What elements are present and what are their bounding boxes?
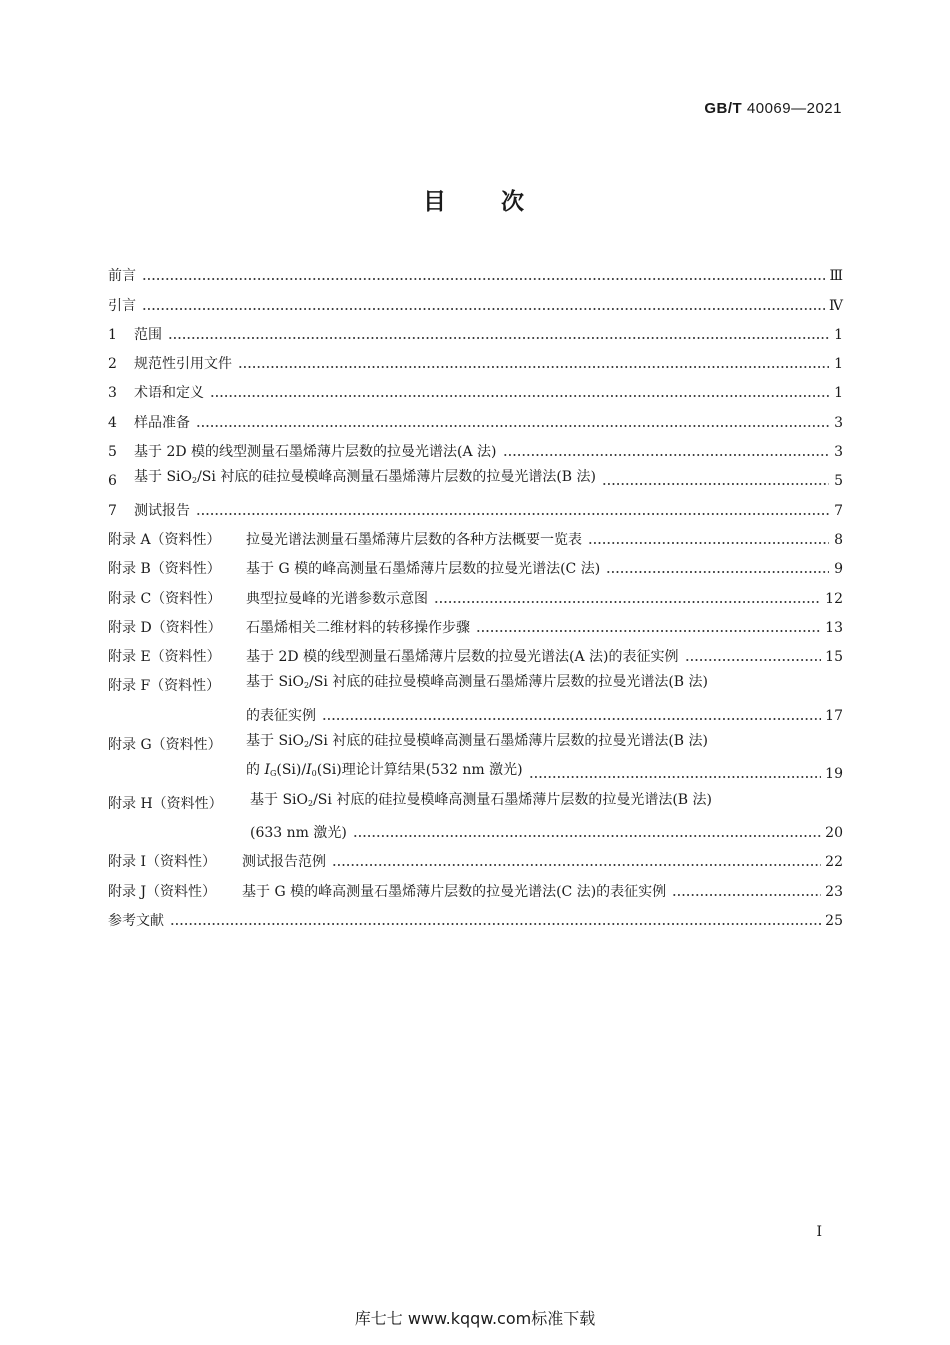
toc-page-number: 1 <box>834 385 843 402</box>
toc-entry-appendix-e[interactable] <box>108 638 843 667</box>
toc-page-number: 12 <box>825 590 843 607</box>
toc-entry-appendix-c[interactable] <box>108 579 843 608</box>
toc-page-number: 8 <box>834 531 843 548</box>
toc-entry-title: 范围 <box>134 326 162 343</box>
toc-page-number: 23 <box>825 883 843 900</box>
toc-entry-title: 典型拉曼峰的光谱参数示意图 <box>246 590 428 607</box>
leader-dots <box>602 482 829 486</box>
toc-entry-title: 基于 2D 模的线型测量石墨烯薄片层数的拉曼光谱法(A 法) <box>134 444 497 461</box>
toc-page-number: 13 <box>825 619 843 636</box>
toc-entry-title: 石墨烯相关二维材料的转移操作步骤 <box>246 619 470 636</box>
leader-dots <box>210 394 829 398</box>
section-number: 4 <box>108 414 117 431</box>
section-number: 6 <box>108 473 117 490</box>
toc-entry-title: 基于 SiO$_2$/Si 衬底的硅拉曼模峰高测量石墨烯薄片层数的拉曼光谱法(B 法) <box>250 791 712 808</box>
appendix-label: 附录 I（资料性） <box>108 854 216 871</box>
toc-page-number: 3 <box>834 444 843 461</box>
toc-page-number: 17 <box>825 707 843 724</box>
toc-entry-title: 测试报告 <box>134 502 190 519</box>
toc-entry-title: 基于 G 模的峰高测量石墨烯薄片层数的拉曼光谱法(C 法)的表征实例 <box>242 883 667 900</box>
toc-entry-title: 规范性引用文件 <box>134 356 232 373</box>
appendix-label: 附录 E（资料性） <box>108 649 221 666</box>
toc-entry-title: 测试报告范例 <box>242 854 326 871</box>
toc-entry-title: 术语和定义 <box>134 385 204 402</box>
leader-dots <box>142 277 825 281</box>
page-title: 目 次 <box>423 189 527 215</box>
toc-entry-title: 基于 G 模的峰高测量石墨烯薄片层数的拉曼光谱法(C 法) <box>246 561 601 578</box>
leader-dots <box>434 600 821 604</box>
appendix-label: 附录 J（资料性） <box>108 883 217 900</box>
toc-entry-appendix-b[interactable] <box>108 550 843 579</box>
section-number: 7 <box>108 502 117 519</box>
toc-entry-appendix-i[interactable] <box>108 843 843 872</box>
toc-entry-appendix-h-cont[interactable] <box>108 814 843 843</box>
page-number: I <box>816 1224 822 1240</box>
section-number: 1 <box>108 326 117 343</box>
toc-entry-7[interactable] <box>108 491 843 520</box>
appendix-label: 附录 D（资料性） <box>108 619 222 636</box>
toc-entry-title-cont: 的 $I_G(Si)/I_0(Si)$理论计算结果(532 nm 激光) <box>246 762 523 779</box>
toc-entry-title: 样品准备 <box>134 414 190 431</box>
toc-page-number: 5 <box>834 473 843 490</box>
toc-page-number: 9 <box>834 561 843 578</box>
toc-page-number: 19 <box>825 766 843 783</box>
leader-dots <box>196 424 829 428</box>
toc-entry-title: 参考文献 <box>108 912 164 929</box>
toc-entry-references[interactable] <box>108 902 843 931</box>
toc-entry-appendix-g-cont[interactable] <box>108 755 843 784</box>
toc-entry-title: 基于 SiO$_2$/Si 衬底的硅拉曼模峰高测量石墨烯薄片层数的拉曼光谱法(B 法) <box>134 469 596 486</box>
toc-entry-appendix-f-cont[interactable] <box>108 696 843 725</box>
toc-entry-appendix-f[interactable] <box>108 667 843 696</box>
toc-entry-title-cont: (633 nm 激光) <box>250 824 347 841</box>
toc-page-number: 1 <box>834 326 843 343</box>
toc-page-number: 3 <box>834 414 843 431</box>
toc-entry-1[interactable] <box>108 316 843 345</box>
appendix-label: 附录 B（资料性） <box>108 561 221 578</box>
toc-entry-3[interactable] <box>108 374 843 403</box>
toc-entry-title: 基于 SiO$_2$/Si 衬底的硅拉曼模峰高测量石墨烯薄片层数的拉曼光谱法(B 法) <box>246 674 708 691</box>
standard-prefix: GB/T <box>704 100 743 117</box>
toc-entry-appendix-d[interactable] <box>108 609 843 638</box>
appendix-label: 附录 F（资料性） <box>108 678 221 695</box>
leader-dots <box>142 307 825 311</box>
leader-dots <box>588 541 829 545</box>
leader-dots <box>672 893 821 897</box>
leader-dots <box>685 658 822 662</box>
toc-page-number: 15 <box>825 649 843 666</box>
toc-entry-5[interactable] <box>108 433 843 462</box>
leader-dots <box>332 863 821 867</box>
toc-entry-title: 基于 2D 模的线型测量石墨烯薄片层数的拉曼光谱法(A 法)的表征实例 <box>246 649 679 666</box>
appendix-label: 附录 A（资料性） <box>108 531 221 548</box>
leader-dots <box>606 570 829 574</box>
leader-dots <box>322 717 821 721</box>
toc-entry-appendix-h[interactable] <box>108 784 843 813</box>
section-number: 5 <box>108 444 117 461</box>
leader-dots <box>170 922 821 926</box>
section-number: 3 <box>108 385 117 402</box>
toc-entry-title: 拉曼光谱法测量石墨烯薄片层数的各种方法概要一览表 <box>246 531 582 548</box>
toc-entry-foreword[interactable] <box>108 257 843 286</box>
leader-dots <box>238 365 829 369</box>
toc-page-number: 1 <box>834 356 843 373</box>
toc-entry-title: 引言 <box>108 297 136 314</box>
leader-dots <box>476 629 821 633</box>
section-number: 2 <box>108 356 117 373</box>
leader-dots <box>529 775 822 779</box>
footer-watermark: 库七七 www.kqqw.com标准下载 <box>354 1309 596 1328</box>
toc-entry-appendix-g[interactable] <box>108 726 843 755</box>
appendix-label: 附录 G（资料性） <box>108 737 222 754</box>
toc-entry-appendix-a[interactable] <box>108 521 843 550</box>
appendix-label: 附录 C（资料性） <box>108 590 222 607</box>
toc-page-number: 22 <box>825 854 843 871</box>
table-of-contents <box>108 257 843 931</box>
leader-dots <box>196 512 829 516</box>
toc-entry-2[interactable] <box>108 345 843 374</box>
toc-page-number: 25 <box>825 912 843 929</box>
toc-entry-title: 基于 SiO$_2$/Si 衬底的硅拉曼模峰高测量石墨烯薄片层数的拉曼光谱法(B 法) <box>246 733 708 750</box>
leader-dots <box>353 834 821 838</box>
standard-code <box>704 100 842 117</box>
toc-entry-appendix-j[interactable] <box>108 872 843 901</box>
toc-entry-title-cont: 的表征实例 <box>246 707 316 724</box>
leader-dots <box>503 453 829 457</box>
standard-number: 40069—2021 <box>746 100 842 117</box>
appendix-label: 附录 H（资料性） <box>108 795 223 812</box>
toc-entry-title: 前言 <box>108 268 136 285</box>
toc-entry-4[interactable] <box>108 403 843 432</box>
toc-page-number: Ⅳ <box>829 297 843 314</box>
toc-entry-introduction[interactable] <box>108 286 843 315</box>
toc-page-number: 7 <box>834 502 843 519</box>
leader-dots <box>168 336 829 340</box>
toc-page-number: Ⅲ <box>829 268 843 285</box>
toc-page-number: 20 <box>825 824 843 841</box>
toc-entry-6[interactable] <box>108 462 843 491</box>
